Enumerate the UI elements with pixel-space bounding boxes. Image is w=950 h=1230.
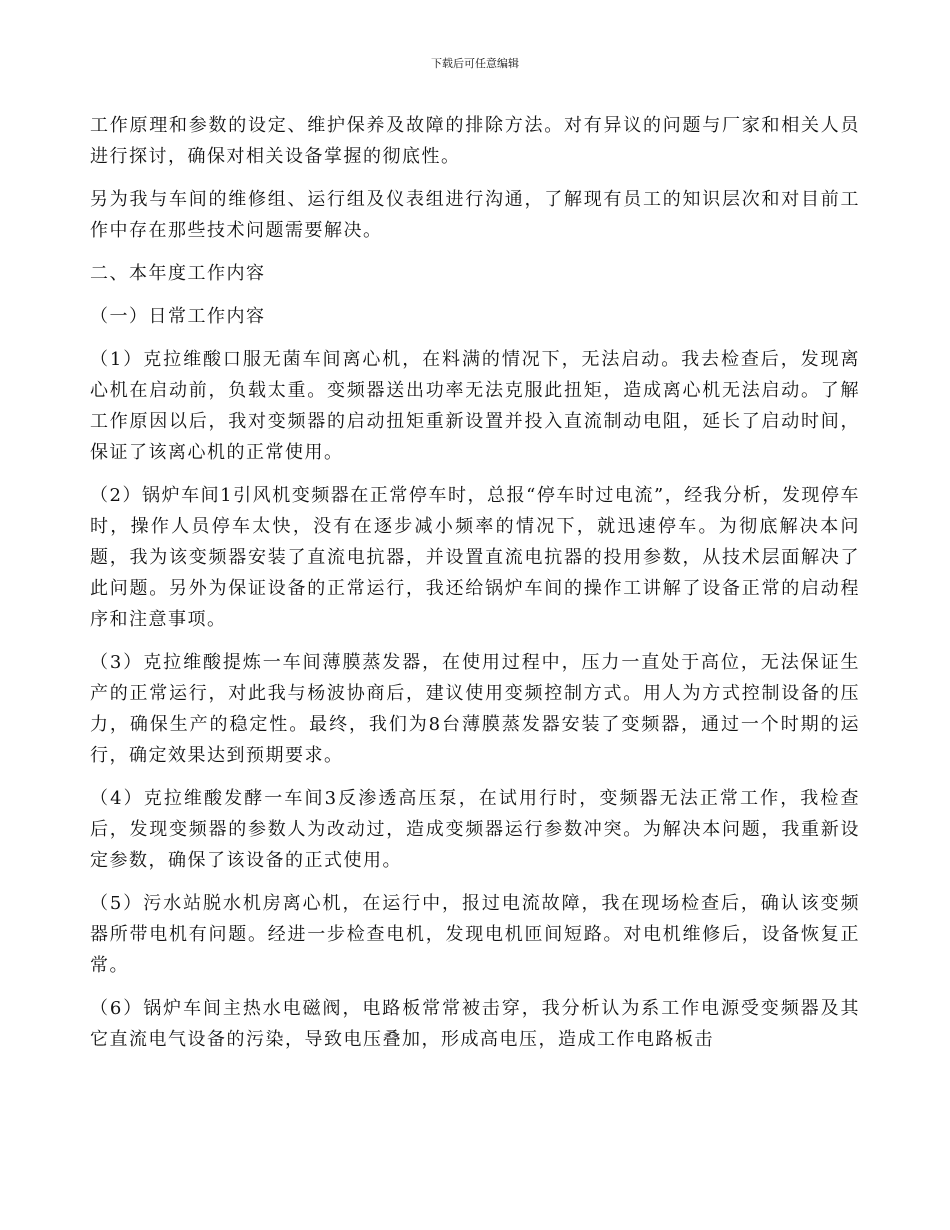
paragraph-communication: 另为我与车间的维修组、运行组及仪表组进行沟通，了解现有员工的知识层次和对目前工作中存在那些技术问题需要解决。 (90, 189, 860, 241)
list-item-4: （4）克拉维酸发酵一车间3反渗透高压泵，在试用行时，变频器无法正常工作，我检查后，发现变频器的参数人为改动过，造成变频器运行参数冲突。为解决本问题，我重新设定参数，确保了该设备的正式使用。 (90, 788, 860, 871)
list-item-5: （5）污水站脱水机房离心机，在运行中，报过电流故障，我在现场检查后，确认该变频器所带电机有问题。经进一步检查电机，发现电机匝间短路。对电机维修后，设备恢复正常。 (90, 893, 860, 976)
section-heading: 二、本年度工作内容 (90, 263, 266, 284)
list-item-2: （2）锅炉车间1引风机变频器在正常停车时，总报“停车时过电流”，经我分析，发现停车时，操作人员停车太快，没有在逐步减小频率的情况下，就迅速停车。为彻底解决本问题，我为该变频器安装了直流电抗器，并设置直流电抗器的投用参数，从技术层面解决了此问题。另外为保证设备的正常运行，我还给锅炉车间的操作工讲解了设备正常的启动程序和注意事项。 (90, 485, 860, 630)
page-header: 下载后可任意编辑 (431, 57, 519, 70)
list-item-1: （1）克拉维酸口服无菌车间离心机，在料满的情况下，无法启动。我去检查后，发现离心机在启动前，负载太重。变频器送出功率无法克服此扭矩，造成离心机无法启动。了解工作原因以后，我对变频器的启动扭矩重新设置并投入直流制动电阻，延长了启动时间，保证了该离心机的正常使用。 (90, 349, 860, 463)
list-item-6: （6）锅炉车间主热水电磁阀，电路板常常被击穿，我分析认为系工作电源受变频器及其它直流电气设备的污染，导致电压叠加，形成高电压，造成工作电路板击 (90, 998, 860, 1050)
paragraph-work-principles: 工作原理和参数的设定、维护保养及故障的排除方法。对有异议的问题与厂家和相关人员进行探讨，确保对相关设备掌握的彻底性。 (90, 115, 860, 167)
list-item-3: （3）克拉维酸提炼一车间薄膜蒸发器，在使用过程中，压力一直处于高位，无法保证生产的正常运行，对此我与杨波协商后，建议使用变频控制方式。用人为方式控制设备的压力，确保生产的稳定性。最终，我们为8台薄膜蒸发器安装了变频器，通过一个时期的运行，确定效果达到预期要求。 (90, 652, 860, 766)
document-body (90, 110, 860, 1067)
subsection-heading: （一）日常工作内容 (90, 306, 266, 327)
